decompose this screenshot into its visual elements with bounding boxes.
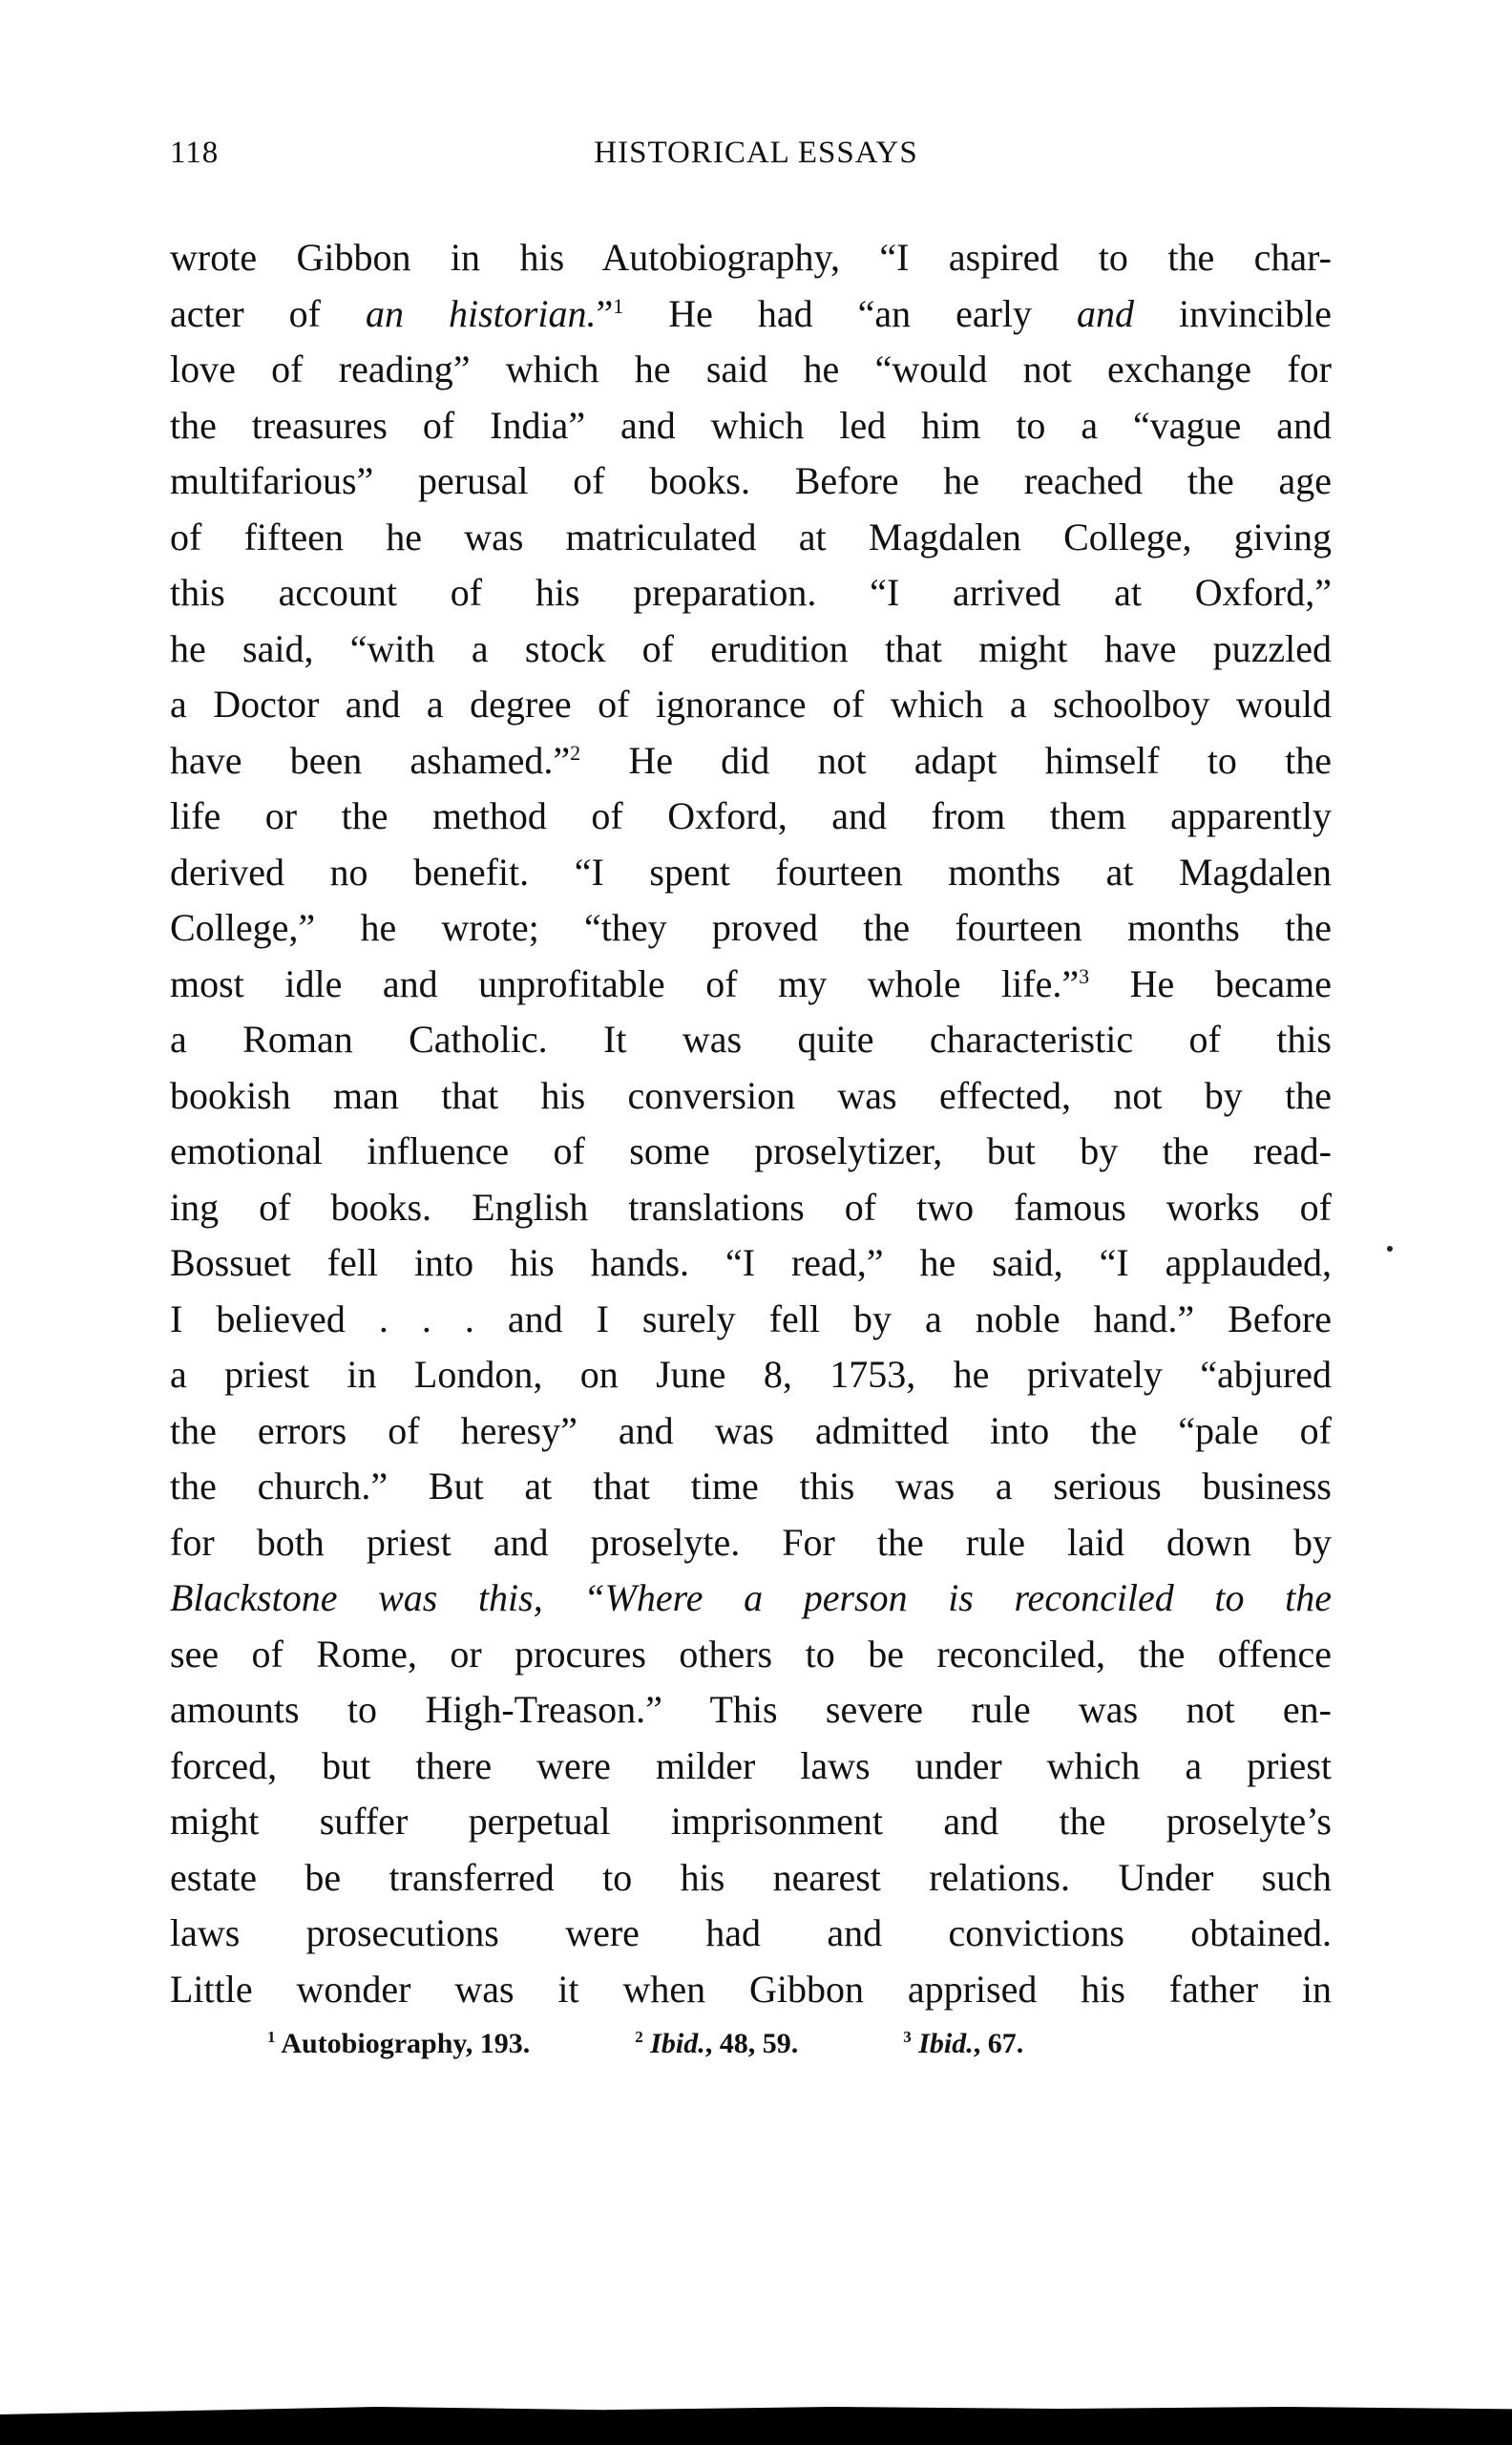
footnote-marker: 2 [635,2028,643,2046]
text-line [170,1515,1332,1571]
text-line [170,453,1332,510]
text-line [170,900,1332,957]
text-line [170,1068,1332,1125]
text-line [170,1180,1332,1236]
text-segment: Little wonder was it when Gibbon apprised his father in [170,1967,1332,2011]
text-segment: an historian. [366,291,597,335]
text-line [170,565,1332,622]
text-segment: and [1077,291,1135,335]
text-line [170,1570,1332,1627]
text-line [170,1627,1332,1683]
text-segment: ing of books. English translations of two famous works of [170,1185,1332,1229]
text-segment: He had “an early [623,291,1078,335]
text-segment: a Doctor and a degree of ignorance of which a schoolboy would [170,683,1332,726]
text-line [170,1235,1332,1292]
text-segment: , 48, 59. [704,2028,799,2059]
text-segment: he said, “with a stock of erudition that might have puzzled [170,626,1332,670]
text-line [170,1292,1332,1348]
text-segment: of fifteen he was matriculated at Magdalen College, giving [170,515,1332,559]
text-line [170,1012,1332,1068]
text-segment: for both priest and proselyte. For the rule laid down by [170,1520,1332,1564]
text-line [170,510,1332,566]
text-line [170,1124,1332,1180]
text-line [170,1962,1332,2018]
text-segment: , 67. [973,2028,1024,2059]
text-segment: see of Rome, or procures others to be reconciled, the offence [170,1632,1332,1676]
text-segment: ” [596,291,614,335]
text-segment: College,” he wrote; “they proved the fourteen months the [170,906,1332,949]
text-segment: have been ashamed.” [170,738,571,782]
text-segment: multifarious” perusal of books. Before he reached the age [170,459,1332,502]
footnote-marker: 1 [267,2028,276,2046]
text-segment: He did not adapt himself to the [580,738,1332,782]
body-text [170,230,1332,2017]
text-line [170,1459,1332,1515]
text-segment: emotional influence of some proselytizer, but by the read- [170,1129,1332,1172]
text-segment: wrote Gibbon in his Autobiography, “I aspired to the char- [170,236,1332,279]
text-line [170,789,1332,845]
text-segment: I believed . . . and I surely fell by a noble hand.” Before [170,1296,1332,1340]
text-line [170,957,1332,1013]
text-segment: the treasures of India” and which led him to a “vague and [170,403,1332,447]
text-segment: bookish man that his conversion was effected, not by the [170,1073,1332,1117]
text-segment: Ibid. [650,2028,705,2059]
text-line [170,286,1332,343]
text-segment: forced, but there were milder laws under which a priest [170,1743,1332,1787]
text-segment: acter of [170,291,366,335]
footnote-marker: 2 [570,740,581,765]
ink-speck [1387,1246,1393,1252]
text-segment: Blackstone was this, “Where a person is reconciled to the [170,1576,1332,1619]
text-segment: life or the method of Oxford, and from them apparently [170,794,1332,837]
text-line [170,1794,1332,1850]
footnote [635,2028,798,2060]
text-segment: most idle and unprofitable of my whole life.” [170,961,1080,1005]
footnote [267,2028,530,2060]
text-segment: a Roman Catholic. It was quite characteristic of this [170,1018,1332,1061]
text-segment: laws prosecutions were had and convictions obtained. [170,1911,1332,1954]
text-segment: this account of his preparation. “I arrived at Oxford,” [170,571,1332,614]
text-line [170,398,1332,454]
text-line [170,622,1332,678]
text-line [170,1850,1332,1907]
footnote-marker: 3 [903,2028,912,2046]
text-segment: Autobiography, 193. [275,2028,531,2059]
footnote [903,2028,1023,2060]
text-line [170,733,1332,790]
text-segment: might suffer perpetual imprisonment and the proselyte’s [170,1800,1332,1843]
text-line [170,1739,1332,1795]
text-segment: love of reading” which he said he “would not exchange for [170,348,1332,390]
text-segment: amounts to High-Treason.” This severe rule was not en- [170,1688,1332,1731]
text-segment: estate be transferred to his nearest relations. Under such [170,1855,1332,1899]
text-segment: invincible [1134,291,1332,335]
footnote-marker: 3 [1079,963,1090,988]
text-segment: derived no benefit. “I spent fourteen months at Magdalen [170,850,1332,894]
text-segment: the errors of heresy” and was admitted into the “pale of [170,1408,1332,1452]
text-line [170,677,1332,733]
text-line [170,1347,1332,1403]
page-number: 118 [170,136,220,170]
text-segment: the church.” But at that time this was a serious business [170,1465,1332,1507]
text-segment: Ibid. [918,2028,974,2059]
footnote-marker: 1 [613,293,624,318]
text-line [170,1403,1332,1460]
text-line [170,342,1332,398]
text-line [170,1682,1332,1739]
text-line [170,230,1332,286]
text-line [170,1906,1332,1962]
footnotes [267,2028,1128,2060]
text-segment: a priest in London, on June 8, 1753, he privately “abjured [170,1353,1332,1396]
text-line [170,845,1332,901]
running-title: HISTORICAL ESSAYS [594,136,918,170]
text-segment: Bossuet fell into his hands. “I read,” he said, “I applauded, [170,1241,1332,1284]
scan-bottom-edge [0,2407,1512,2445]
text-segment: He became [1089,961,1332,1005]
